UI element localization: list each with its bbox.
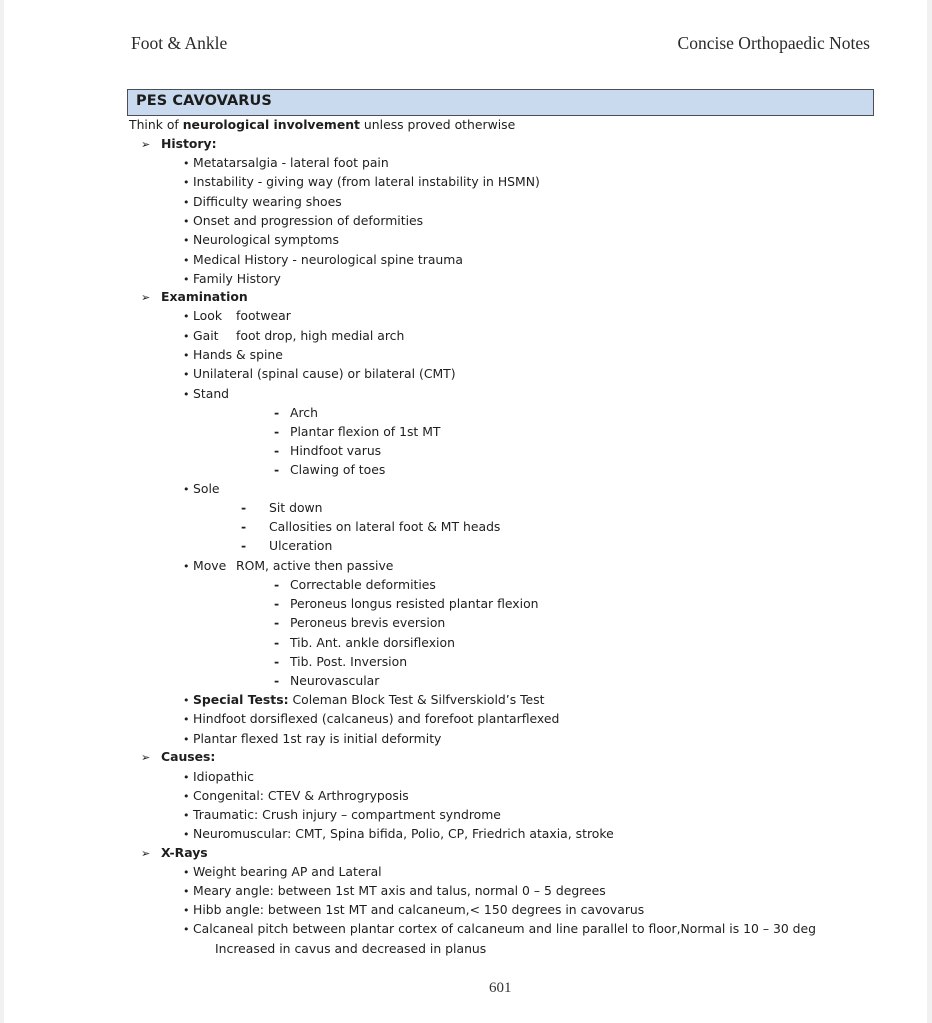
list-item	[183, 328, 404, 345]
running-header-chapter: Foot & Ankle	[131, 33, 228, 53]
exam-hindfoot: Hindfoot dorsiflexed (calcaneus) and forefoot plantarflexed	[193, 711, 560, 726]
sub-list-item	[274, 424, 440, 440]
bullet-icon: •	[183, 196, 190, 209]
arrow-bullet-icon: ➢	[141, 138, 151, 151]
list-item	[183, 213, 423, 230]
bullet-icon: •	[183, 904, 190, 917]
bullet-icon: •	[183, 885, 190, 898]
list-item	[183, 194, 342, 211]
bullet-icon: •	[183, 790, 190, 803]
list-item	[183, 155, 389, 172]
examination-heading: Examination	[161, 289, 248, 304]
dash-icon: -	[274, 462, 280, 477]
causes-heading-line	[141, 749, 215, 766]
sub-list-item	[274, 654, 407, 670]
exam-sole-label: Sole	[193, 481, 220, 496]
list-item	[183, 807, 501, 824]
list-item	[183, 883, 606, 900]
move-item: Neurovascular	[290, 673, 380, 688]
sub-list-item	[274, 443, 381, 459]
bullet-icon: •	[183, 771, 190, 784]
intro-emphasis: neurological involvement	[182, 117, 360, 132]
arrow-bullet-icon: ➢	[141, 291, 151, 304]
bullet-icon: •	[183, 483, 190, 496]
sole-item: Sit down	[269, 500, 323, 515]
move-item: Tib. Post. Inversion	[290, 654, 408, 669]
bullet-icon: •	[183, 234, 190, 247]
xray-item: Weight bearing AP and Lateral	[193, 864, 382, 879]
bullet-icon: •	[183, 694, 190, 707]
intro-line	[129, 117, 515, 133]
xrays-heading-line	[141, 845, 208, 862]
sub-list-item	[274, 405, 318, 421]
cause-item: Idiopathic	[193, 769, 254, 784]
xrays-heading: X-Rays	[161, 845, 208, 860]
list-item	[183, 271, 281, 288]
bullet-icon: •	[183, 215, 190, 228]
sub-list-item	[274, 596, 539, 612]
examination-heading-line	[141, 289, 248, 306]
history-item: Medical History - neurological spine trauma	[193, 252, 463, 267]
sub-list-item	[274, 615, 445, 631]
bullet-icon: •	[183, 176, 190, 189]
dash-icon: -	[274, 654, 280, 669]
cause-item: Traumatic: Crush injury – compartment syndrome	[193, 807, 501, 822]
sole-item: Ulceration	[269, 538, 333, 553]
bullet-icon: •	[183, 157, 190, 170]
page-edge-right	[927, 0, 932, 1023]
dash-icon: -	[241, 538, 247, 553]
stand-item: Plantar flexion of 1st MT	[290, 424, 441, 439]
page-edge-left	[0, 0, 4, 1023]
stand-item: Arch	[290, 405, 318, 420]
list-item	[183, 692, 545, 709]
move-item: Correctable deformities	[290, 577, 436, 592]
dash-icon: -	[274, 673, 280, 688]
bullet-icon: •	[183, 923, 190, 936]
bullet-icon: •	[183, 809, 190, 822]
history-item: Difficulty wearing shoes	[193, 194, 342, 209]
bullet-icon: •	[183, 866, 190, 879]
list-item	[183, 481, 220, 498]
list-item	[183, 902, 644, 919]
dash-icon: -	[274, 443, 280, 458]
list-item	[183, 366, 456, 383]
bullet-icon: •	[183, 713, 190, 726]
list-item	[183, 921, 816, 938]
dash-icon: -	[274, 424, 280, 439]
sub-list-item	[241, 519, 500, 535]
bullet-icon: •	[183, 733, 190, 746]
bullet-icon: •	[183, 560, 190, 573]
xray-item: Hibb angle: between 1st MT and calcaneum,< 150 degrees in cavovarus	[193, 902, 645, 917]
move-item: Peroneus longus resisted plantar flexion	[290, 596, 539, 611]
arrow-bullet-icon: ➢	[141, 751, 151, 764]
bullet-icon: •	[183, 828, 190, 841]
exam-plantar-ray: Plantar flexed 1st ray is initial deformity	[193, 731, 442, 746]
dash-icon: -	[274, 596, 280, 611]
history-heading-line	[141, 136, 217, 153]
bullet-icon: •	[183, 388, 190, 401]
exam-hands: Hands & spine	[193, 347, 283, 362]
history-item: Instability - giving way (from lateral instability in HSMN)	[193, 174, 540, 189]
exam-look-label: Look	[193, 308, 223, 323]
sub-list-item	[274, 635, 455, 651]
sub-list-item	[274, 462, 385, 478]
stand-item: Clawing of toes	[290, 462, 386, 477]
list-item	[183, 252, 463, 269]
bullet-icon: •	[183, 349, 190, 362]
history-item: Family History	[193, 271, 281, 286]
exam-stand-label: Stand	[193, 386, 230, 401]
causes-heading: Causes:	[161, 749, 216, 764]
list-item	[183, 174, 540, 191]
move-item: Peroneus brevis eversion	[290, 615, 446, 630]
dash-icon: -	[241, 500, 247, 515]
history-heading: History:	[161, 136, 217, 151]
xray-item: Meary angle: between 1st MT axis and talus, normal 0 – 5 degrees	[193, 883, 606, 898]
stand-item: Hindfoot varus	[290, 443, 382, 458]
bullet-icon: •	[183, 273, 190, 286]
list-item	[183, 308, 291, 325]
list-item	[183, 711, 559, 728]
exam-gait-label: Gait	[193, 328, 219, 343]
list-item	[183, 864, 382, 881]
sub-list-item	[274, 673, 379, 689]
bullet-icon: •	[183, 310, 190, 323]
list-item	[183, 731, 441, 748]
list-item	[183, 558, 393, 575]
special-tests-value: Coleman Block Test & Silfverskiold’s Test	[288, 692, 545, 707]
running-header-book-title: Concise Orthopaedic Notes	[677, 33, 870, 53]
sub-list-item	[241, 500, 323, 516]
list-item	[183, 347, 283, 364]
dash-icon: -	[274, 635, 280, 650]
history-item: Metatarsalgia - lateral foot pain	[193, 155, 389, 170]
exam-move-value: ROM, active then passive	[236, 558, 394, 573]
page-number: 601	[489, 980, 512, 996]
bullet-icon: •	[183, 330, 190, 343]
move-item: Tib. Ant. ankle dorsiflexion	[290, 635, 455, 650]
xray-continuation-line: Increased in cavus and decreased in planus	[215, 941, 487, 956]
section-title-box	[127, 89, 874, 116]
intro-prefix: Think of	[129, 117, 183, 132]
cause-item: Neuromuscular: CMT, Spina bifida, Polio, CP, Friedrich ataxia, stroke	[193, 826, 614, 841]
section-title: PES CAVOVARUS	[136, 93, 272, 109]
bullet-icon: •	[183, 254, 190, 267]
list-item	[183, 826, 614, 843]
exam-gait-value: foot drop, high medial arch	[236, 328, 405, 343]
list-item	[183, 232, 339, 249]
cause-item: Congenital: CTEV & Arthrogryposis	[193, 788, 409, 803]
bullet-icon: •	[183, 368, 190, 381]
history-item: Onset and progression of deformities	[193, 213, 424, 228]
list-item	[183, 386, 229, 403]
exam-unilateral: Unilateral (spinal cause) or bilateral (CMT)	[193, 366, 456, 381]
sole-item: Callosities on lateral foot & MT heads	[269, 519, 501, 534]
sub-list-item	[241, 538, 332, 554]
intro-suffix: unless proved otherwise	[359, 117, 516, 132]
dash-icon: -	[274, 615, 280, 630]
dash-icon: -	[274, 405, 280, 420]
dash-icon: -	[274, 577, 280, 592]
exam-move-label: Move	[193, 558, 227, 573]
history-item: Neurological symptoms	[193, 232, 339, 247]
dash-icon: -	[241, 519, 247, 534]
list-item	[183, 769, 254, 786]
arrow-bullet-icon: ➢	[141, 847, 151, 860]
xray-item: Calcaneal pitch between plantar cortex of calcaneum and line parallel to floor,Normal is 10 – 30 deg	[193, 921, 817, 936]
exam-look-value: footwear	[236, 308, 291, 323]
special-tests-label: Special Tests:	[193, 692, 289, 707]
list-item	[183, 788, 409, 805]
sub-list-item	[274, 577, 436, 593]
